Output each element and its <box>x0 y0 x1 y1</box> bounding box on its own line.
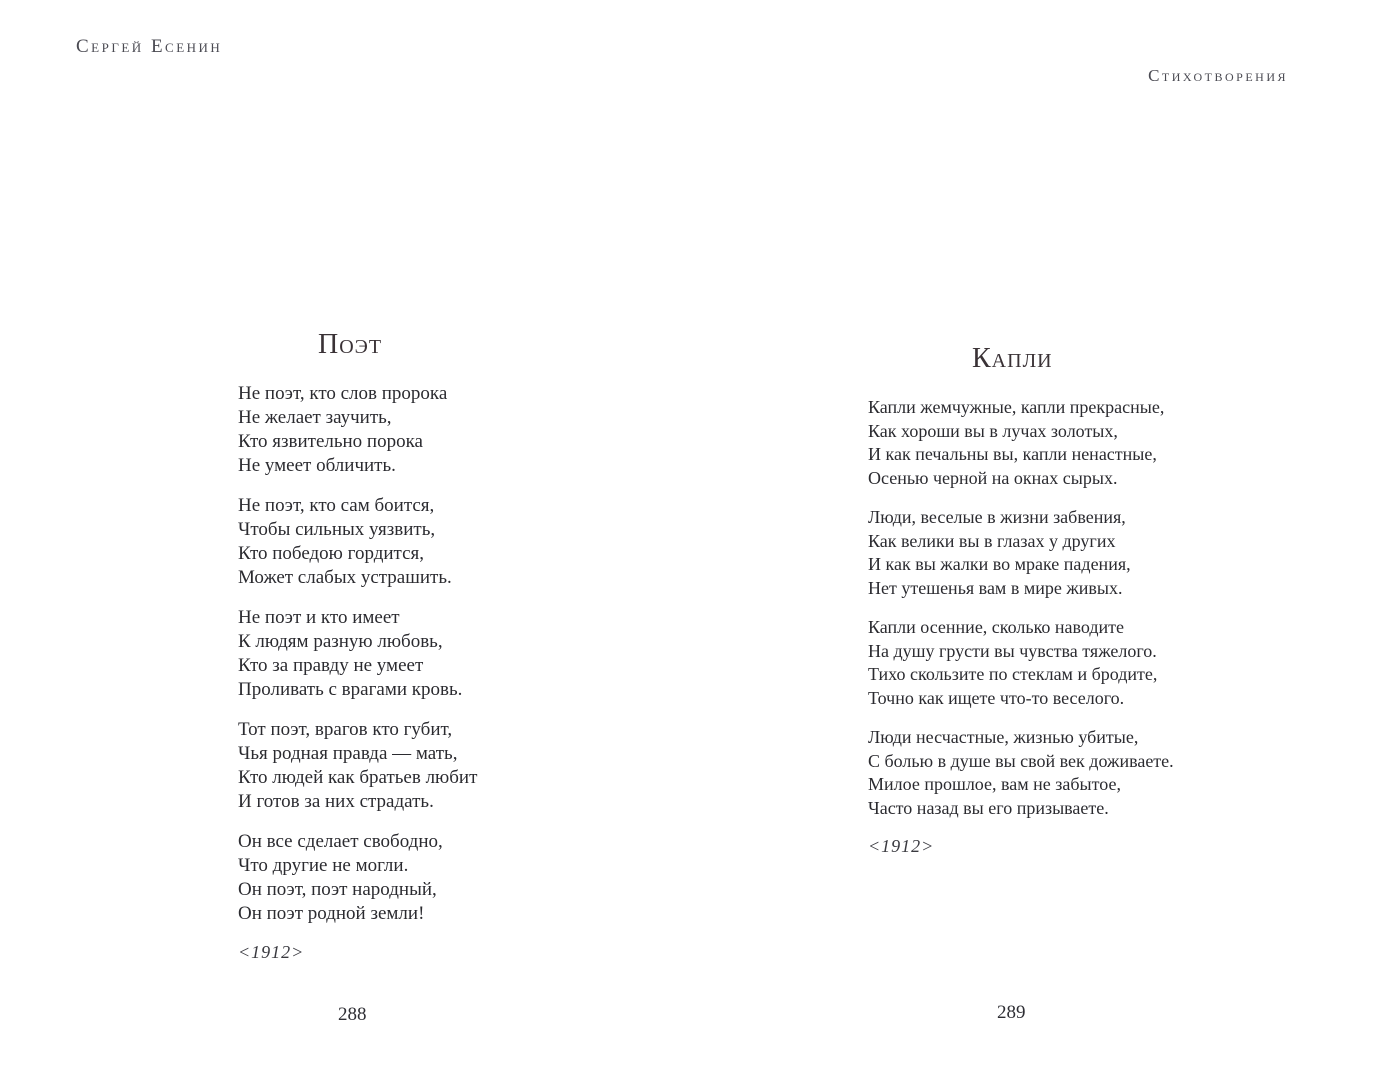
running-head-author: Сергей Есенин <box>76 36 223 57</box>
stanza <box>868 396 1288 490</box>
poem-date: <1912> <box>868 836 935 856</box>
stanza <box>868 506 1288 600</box>
poem-line: Чтобы сильных уязвить, <box>238 519 436 540</box>
poem-line: Как велики вы в глазах у других <box>868 530 1116 551</box>
right-page <box>687 0 1374 1080</box>
poem-title: Поэт <box>318 329 383 360</box>
poem-line: Он поэт, поэт народный, <box>238 879 437 900</box>
poem-line: Осенью черной на окнах сырых. <box>868 467 1118 488</box>
poem-line: Не поэт и кто имеет <box>238 607 400 628</box>
poem-line: Капли жемчужные, капли прекрасные, <box>868 397 1165 417</box>
poem-line: Тот поэт, врагов кто губит, <box>238 719 453 740</box>
poem-line: Проливать с врагами кровь. <box>238 679 463 700</box>
poem-line: Люди несчастные, жизнью убитые, <box>868 727 1139 747</box>
stanza <box>868 616 1288 710</box>
stanza <box>238 718 598 814</box>
running-head-section: Стихотворения <box>1148 66 1288 85</box>
poem-line: И как вы жалки во мраке падения, <box>868 554 1131 574</box>
poem-line: Не умеет обличить. <box>238 455 396 476</box>
poem-line: Точно как ищете что-то веселого. <box>868 687 1125 708</box>
poem-line: Люди, веселые в жизни забвения, <box>868 507 1126 527</box>
poem-line: Не желает заучить, <box>238 407 392 428</box>
poem-line: Не поэт, кто слов пророка <box>238 383 448 404</box>
poem-line: Тихо скользите по стеклам и бродите, <box>868 664 1158 684</box>
stanza <box>238 382 598 478</box>
stanza <box>238 606 598 702</box>
poem-line: Чья родная правда — мать, <box>238 743 458 764</box>
poem-line: Капли осенние, сколько наводите <box>868 617 1125 637</box>
poem-line: Нет утешенья вам в мире живых. <box>868 577 1123 598</box>
poem-line: Как хороши вы в лучах золотых, <box>868 420 1118 441</box>
poem-drops <box>868 342 1288 857</box>
poem-line: Он все сделает свободно, <box>238 831 443 852</box>
poem-line: Может слабых устрашить. <box>238 567 452 588</box>
poem-line: С болью в душе вы свой век доживаете. <box>868 750 1174 771</box>
poem-line: На душу грусти вы чувства тяжелого. <box>868 640 1157 661</box>
poem-line: Он поэт родной земли! <box>238 903 425 924</box>
stanza <box>238 830 598 926</box>
poem-date: <1912> <box>238 942 305 962</box>
stanza <box>868 726 1288 820</box>
poem-line: Кто за правду не умеет <box>238 655 424 676</box>
poem-poet <box>238 328 598 963</box>
poem-line: Что другие не могли. <box>238 855 409 876</box>
page-number: 288 <box>338 1004 367 1025</box>
poem-line: Милое прошлое, вам не забытое, <box>868 774 1121 794</box>
poem-line: Кто победою гордится, <box>238 543 424 564</box>
poem-line: Не поэт, кто сам боится, <box>238 495 435 516</box>
poem-line: Кто язвительно порока <box>238 431 423 452</box>
poem-line: К людям разную любовь, <box>238 631 443 652</box>
poem-title: Капли <box>972 343 1053 374</box>
stanza <box>238 494 598 590</box>
poem-line: И как печальны вы, капли ненастные, <box>868 444 1157 464</box>
poem-line: Кто людей как братьев любит <box>238 767 478 788</box>
poem-line: Часто назад вы его призываете. <box>868 797 1109 818</box>
page-number: 289 <box>997 1002 1026 1023</box>
poem-line: И готов за них страдать. <box>238 791 434 812</box>
